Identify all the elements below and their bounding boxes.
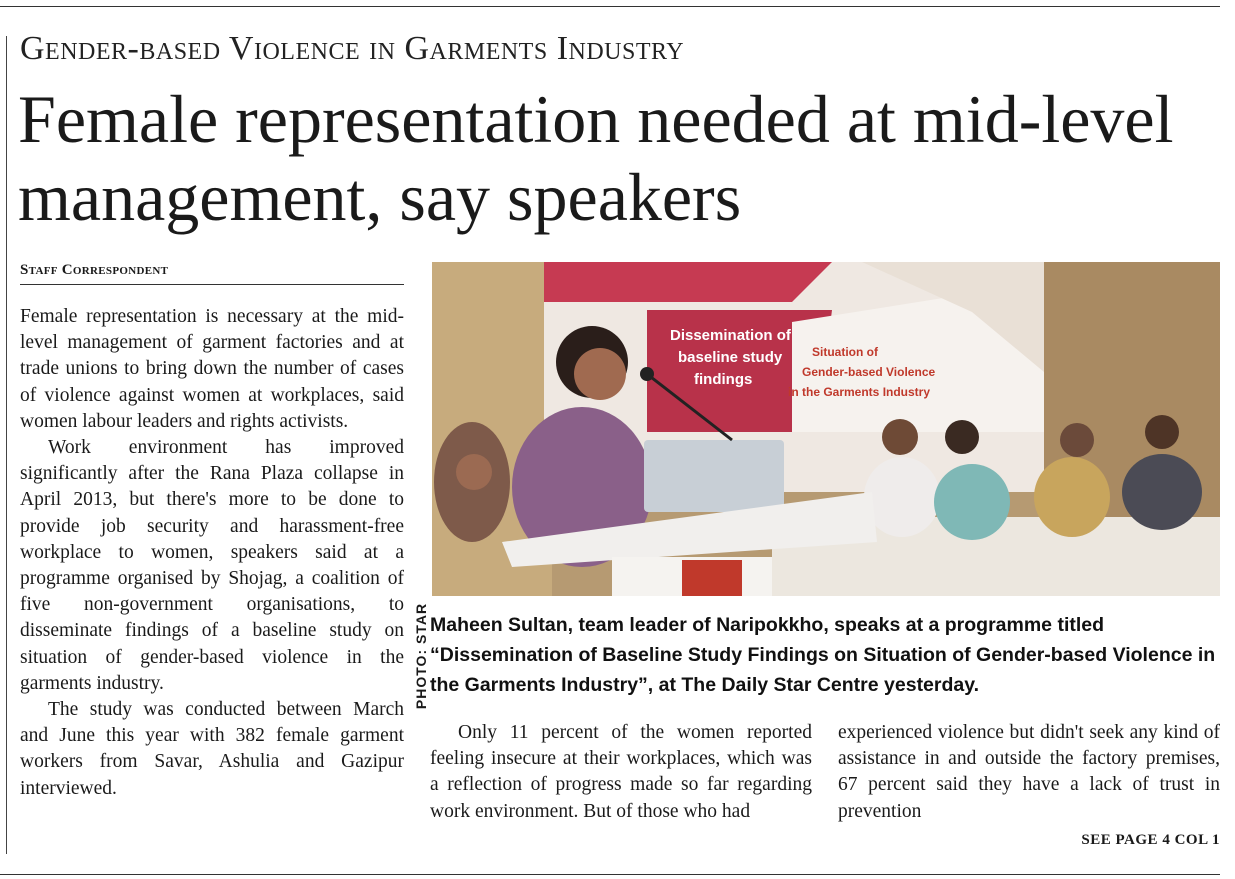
banner-right-line: Situation of bbox=[812, 345, 878, 359]
byline: Staff Correspondent bbox=[20, 262, 404, 285]
jump-line[interactable]: SEE PAGE 4 COL 1 bbox=[1081, 832, 1220, 848]
photo-credit-text: PHOTO: STAR bbox=[413, 602, 429, 710]
banner-left-line: findings bbox=[694, 371, 753, 388]
banner-right-line: Gender-based Violence bbox=[802, 365, 936, 379]
event-photo bbox=[432, 262, 1220, 596]
photo-credit bbox=[411, 600, 431, 720]
article-column-1 bbox=[20, 304, 404, 802]
paragraph: Female representation is necessary at the mid-level management of garment factories and at trade unions to bring down the number of cases of violence against women at workplaces, said women labour leaders and rights activists. bbox=[20, 306, 404, 432]
banner-right-line: in the Garments Industry bbox=[788, 385, 931, 399]
banner-left-line: Dissemination of bbox=[670, 327, 791, 344]
headline: Female representation needed at mid-level management, say speakers bbox=[18, 81, 1174, 235]
banner-left-line: baseline study bbox=[678, 349, 783, 366]
paragraph: experienced violence but didn't seek any kind of assistance in and outside the factory premises, 67 percent said they have a lack of trust in prevention bbox=[838, 722, 1220, 822]
paragraph: Only 11 percent of the women reported feeling insecure at their workplaces, which was a reflection of progress made so far regarding work environment. But of those who had bbox=[430, 722, 812, 822]
article-column-3 bbox=[838, 720, 1220, 825]
photo-caption: Maheen Sultan, team leader of Naripokkho, speaks at a programme titled “Dissemination of Baseline Study Findings on Situation of Gender-based Violence in the Garments Industry”, at The Daily Star Centre yesterday. bbox=[430, 614, 1216, 696]
bottom-rule bbox=[0, 874, 1220, 875]
paragraph: Work environment has improved significantly after the Rana Plaza collapse in April 2013, but there's more to be done to provide job security and harassment-free workplace to women, speakers said at a programme organised by Shojag, a coalition of five non-government organisations, to disseminate findings of a baseline study on situation of gender-based violence in the garments industry. bbox=[20, 437, 404, 694]
article-column-2 bbox=[430, 720, 812, 825]
top-rule bbox=[0, 6, 1220, 7]
paragraph: The study was conducted between March and June this year with 382 female garment workers from Savar, Ashulia and Gazipur interviewed. bbox=[20, 699, 404, 799]
left-column-rule bbox=[6, 36, 7, 854]
kicker: Gender-based Violence in Garments Industry bbox=[20, 30, 685, 67]
